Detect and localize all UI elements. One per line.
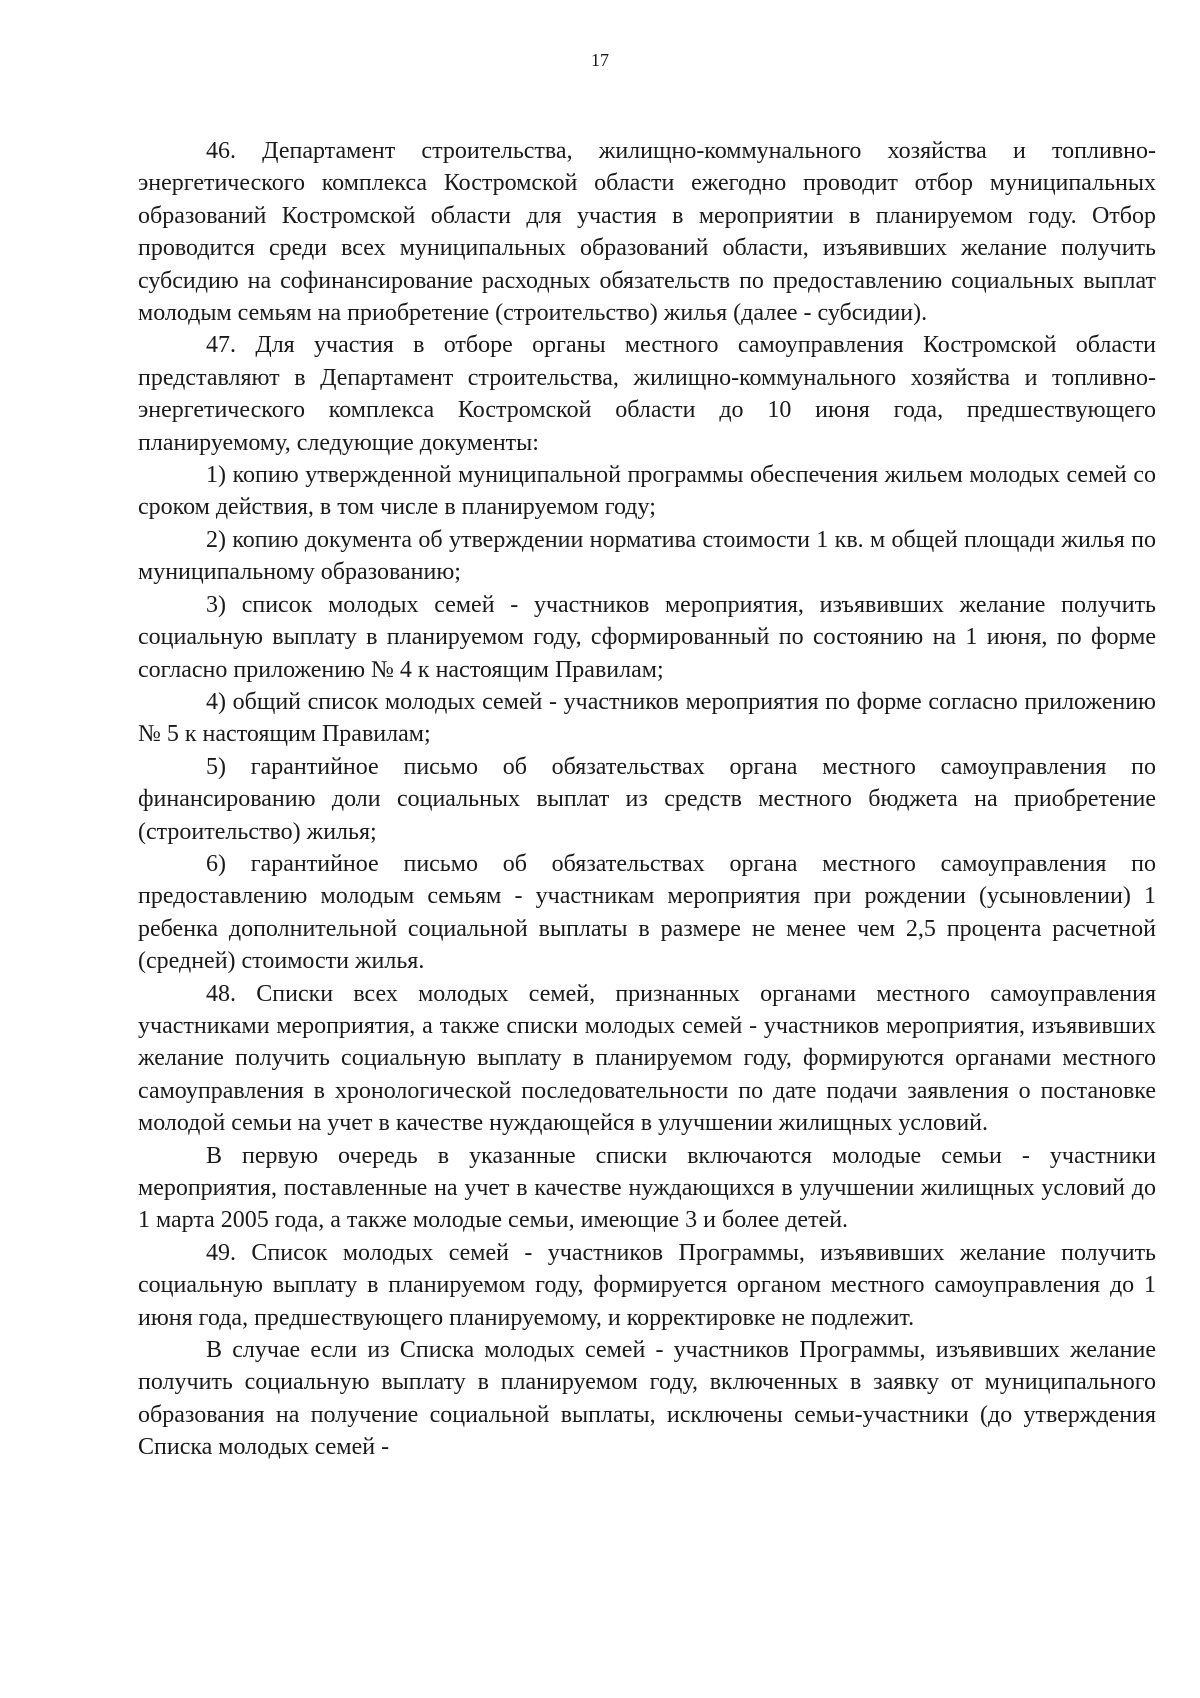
- paragraph-49-continued: В случае если из Списка молодых семей - участников Программы, изъявивших желание получить социальную выплату в планируемом году, включенных в заявку от муниципального образования на получение социальной выплаты, исключены семьи-участники (до утверждения Списка молодых семей -: [138, 1337, 1156, 1461]
- document-body: [138, 135, 1156, 1464]
- list-item-3: 3) список молодых семей - участников мероприятия, изъявивших желание получить социальную выплату в планируемом году, сформированный по состоянию на 1 июня, по форме согласно приложению № 4 к настоящим Правилам;: [138, 591, 1156, 683]
- paragraph-49: 49. Список молодых семей - участников Программы, изъявивших желание получить социальную выплату в планируемом году, формируется органом местного самоуправления до 1 июня года, предшествующего планируемому, и корректировке не подлежит.: [138, 1239, 1156, 1331]
- list-item-4: 4) общий список молодых семей - участников мероприятия по форме согласно приложению № 5 к настоящим Правилам;: [138, 688, 1156, 748]
- list-item-5: 5) гарантийное письмо об обязательствах органа местного самоуправления по финансированию доли социальных выплат из средств местного бюджета на приобретение (строительство) жилья;: [138, 753, 1156, 845]
- paragraph-48: 48. Списки всех молодых семей, признанных органами местного самоуправления участниками мероприятия, а также списки молодых семей - участников мероприятия, изъявивших желание получить социальную выплату в планируемом году, формируются органами местного самоуправления в хронологической последовательности по дате подачи заявления о постановке молодой семьи на учет в качестве нуждающейся в улучшении жилищных условий.: [138, 980, 1156, 1137]
- page-number: 17: [591, 50, 609, 70]
- paragraph-46: 46. Департамент строительства, жилищно-коммунального хозяйства и топливно-энергетического комплекса Костромской области ежегодно проводит отбор муниципальных образований Костромской области для участия в мероприятии в планируемом году. Отбор проводится среди всех муниципальных образований области, изъявивших желание получить субсидию на софинансирование расходных обязательств по предоставлению социальных выплат молодым семьям на приобретение (строительство) жилья (далее - субсидии).: [138, 138, 1156, 327]
- list-item-2: 2) копию документа об утверждении норматива стоимости 1 кв. м общей площади жилья по муниципальному образованию;: [138, 526, 1156, 586]
- list-item-1: 1) копию утвержденной муниципальной программы обеспечения жильем молодых семей со сроком действия, в том числе в планируемом году;: [138, 462, 1156, 521]
- paragraph-48-continued: В первую очередь в указанные списки включаются молодые семьи - участники мероприятия, поставленные на учет в качестве нуждающихся в улучшении жилищных условий до 1 марта 2005 года, а также молодые семьи, имеющие 3 и более детей.: [138, 1142, 1156, 1234]
- list-item-6: 6) гарантийное письмо об обязательствах органа местного самоуправления по предоставлению молодым семьям - участникам мероприятия при рождении (усыновлении) 1 ребенка дополнительной социальной выплаты в размере не менее чем 2,5 процента расчетной (средней) стоимости жилья.: [138, 850, 1156, 975]
- paragraph-47: 47. Для участия в отборе органы местного самоуправления Костромской области представляют в Департамент строительства, жилищно-коммунального хозяйства и топливно-энергетического комплекса Костромской области до 10 июня года, предшествующего планируемому, следующие документы:: [138, 332, 1156, 456]
